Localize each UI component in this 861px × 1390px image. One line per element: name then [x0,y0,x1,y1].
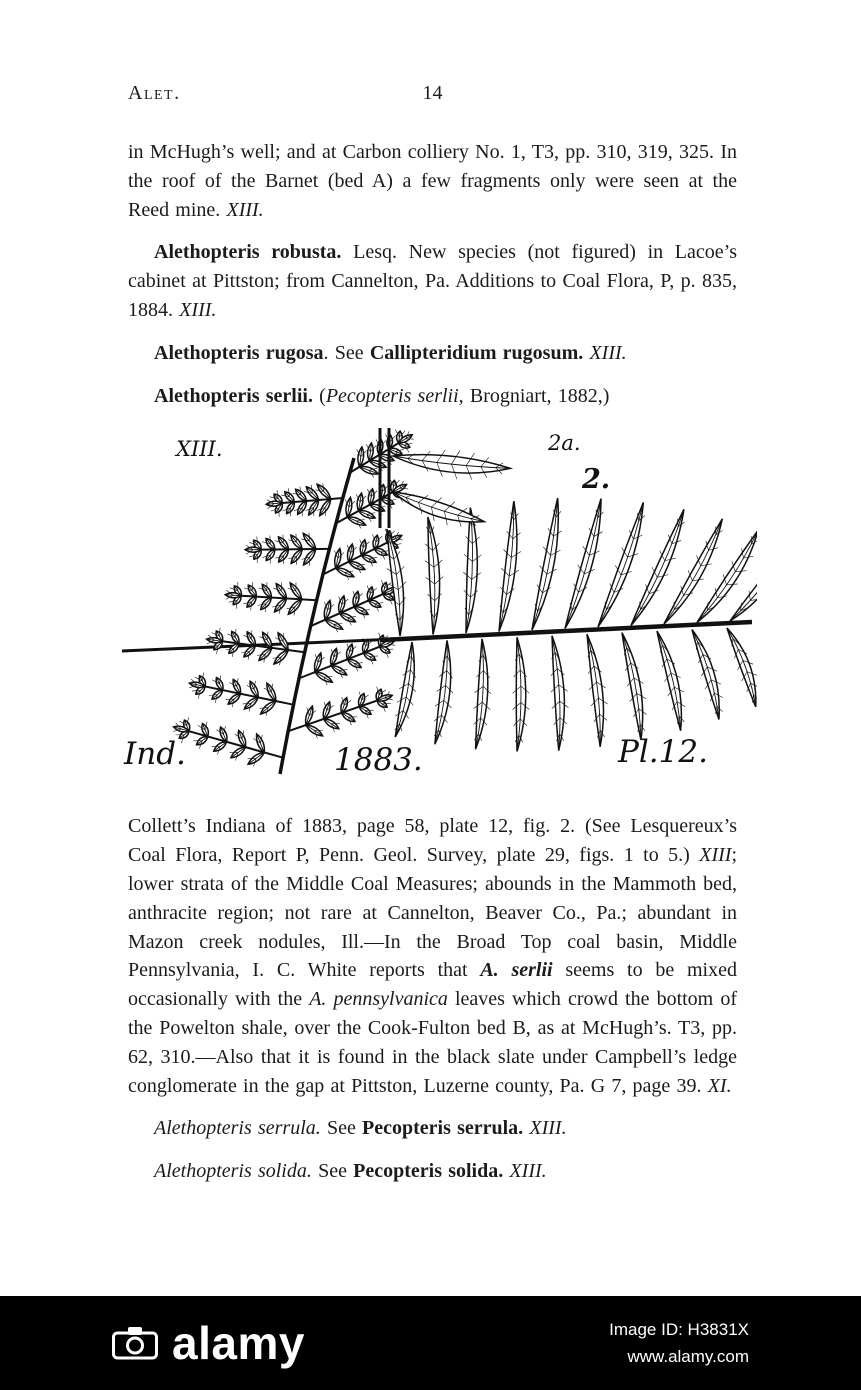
fossil-fern-illustration [112,426,737,786]
cross-reference-bold: Pecopteris serrula. [362,1117,524,1140]
text-run: in McHugh’s well; and at Carbon colliery No. 1, T3, pp. 310, 319, 325. In the roof of the Barnet (bed A) a few fragments only were seen at the Reed mine. [128,141,737,221]
image-id: Image ID: H3831X [609,1319,749,1339]
species-name-bold-italic: A. serlii [480,959,553,982]
text-run: Collett’s Indiana of 1883, page 58, plate 12, fig. 2. (See Lesquereux’s Coal Flora, Report P, Penn. Geol. Survey, plate 29, figs. 1 to 5.) [128,815,737,867]
fern-engraving-svg [112,426,757,786]
entry-name-italic: Alethopteris serrula. [154,1117,321,1140]
text-run: seems to be mixed occasionally with the [128,959,737,1011]
camera-icon [112,1326,158,1360]
text-run-italic: XIII. [509,1160,547,1183]
entry-name-italic: Alethopteris solida. [154,1160,312,1183]
running-title: Alet. [128,82,181,104]
figure-label-plate-number: Pl.12. [618,734,708,771]
alamy-brand [112,1317,305,1369]
entry-name-bold: Alethopteris robusta. [154,241,342,264]
entry-alethopteris-robusta [128,238,737,324]
text-run: See [320,1117,363,1140]
image-meta [609,1316,749,1370]
paragraph-collett-description [128,812,737,1100]
entry-alethopteris-serrula [128,1114,737,1143]
cross-reference-bold: Pecopteris solida. [353,1160,504,1183]
text-run-italic: XIII. [529,1117,567,1140]
page-header [128,82,737,112]
text-run: ( [312,384,326,407]
text-run: ; lower strata of the Middle Coal Measures; abounds in the Mammoth bed, anthracite region; not rare at Cannelton, Beaver Co., Pa.; abundant in Mazon creek nodules, Ill.—In the Broad Top coal basin, Middle Pennsylvania, I. C. White reports that [128,844,737,982]
text-run: See [311,1160,354,1183]
entry-alethopteris-solida [128,1157,737,1186]
entry-name-bold: Alethopteris serlii. [154,384,313,407]
text-run: leaves which crowd the bottom of the Powelton shale, over the Cook-Fulton bed B, as at McHugh’s. T3, pp. 62, 310.—Also that it is found in the black slate under Campbell’s ledge conglomerate in the gap at Pittston, Luzerne county, Pa. G 7, page 39. [128,988,737,1097]
figure-label-ind: Ind. [124,736,186,773]
paragraph-continuation [128,138,737,224]
entry-alethopteris-rugosa [128,339,737,368]
text-run-italic: XI. [707,1074,732,1097]
cross-reference-bold: Callipteridium rugosum. [369,341,584,364]
entry-alethopteris-serlii [128,382,737,411]
figure-label-plate-xiii: XIII. [176,437,223,462]
alamy-url: www.alamy.com [627,1347,749,1366]
entry-name-bold: Alethopteris rugosa [154,341,324,364]
text-run-italic: XIII. [179,298,217,321]
figure-label-year: 1883. [334,742,423,779]
alamy-logo-text: alamy [172,1317,305,1369]
figure-label-2: 2. [582,464,611,496]
text-run: , Brogniart, 1882,) [458,384,610,407]
text-run: . See [323,341,370,364]
text-run-italic: XIII. [589,341,627,364]
text-run-italic: XIII [699,844,732,867]
text-run-italic: XIII. [226,198,264,221]
alamy-watermark-bar [0,1296,861,1390]
page-number: 14 [422,82,443,104]
text-run-italic: Pecopteris serlii [325,384,459,407]
species-name-italic: A. pennsylvanica [309,988,448,1011]
figure-label-2a: 2a. [548,431,581,456]
text-run: Lesq. New species (not figured) in Lacoe’s cabinet at Pittston; from Cannelton, Pa. Additions to Coal Flora, P, p. 835, 1884. [128,241,737,321]
